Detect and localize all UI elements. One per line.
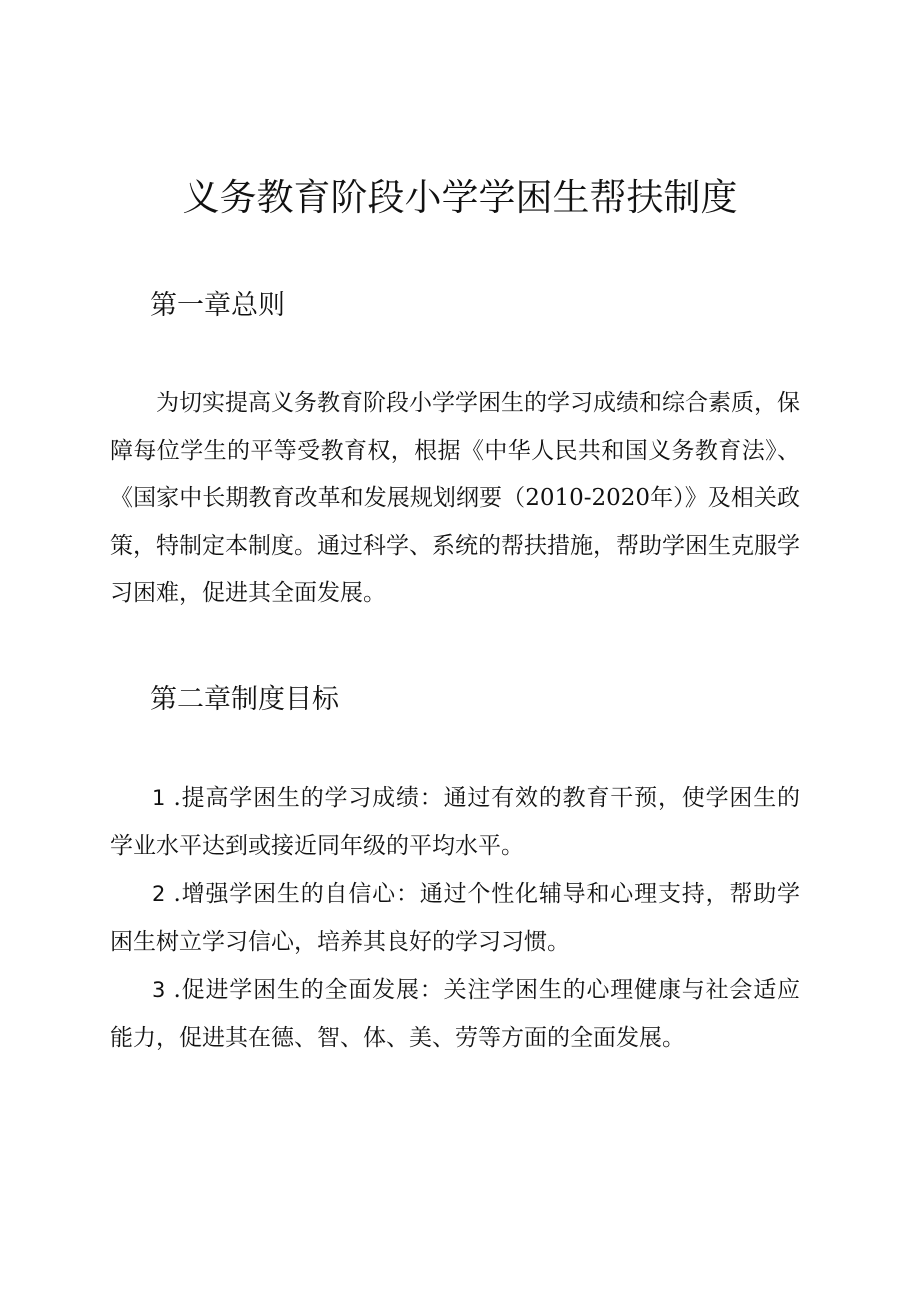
goal-item-text: .提高学困生的学习成绩：通过有效的教育干预，使学困生的学业水平达到或接近同年级的平均水平。 xyxy=(110,785,801,859)
goal-item-3 xyxy=(110,966,800,1062)
chapter-1-heading: 第一章总则 xyxy=(150,290,285,321)
goal-item-1 xyxy=(110,774,800,870)
document-title: 义务教育阶段小学学困生帮扶制度 xyxy=(182,176,738,219)
goal-item-number: 2 xyxy=(152,882,166,906)
goal-item-number: 1 xyxy=(152,786,166,810)
goal-item-2 xyxy=(110,870,800,966)
goal-item-text: .增强学困生的自信心：通过个性化辅导和心理支持，帮助学困生树立学习信心，培养其良好的学习习惯。 xyxy=(110,881,801,955)
goal-item-number: 3 xyxy=(152,978,166,1002)
goal-item-text: .促进学困生的全面发展：关注学困生的心理健康与社会适应能力，促进其在德、智、体、美、劳等方面的全面发展。 xyxy=(110,977,801,1051)
chapter-2-heading: 第二章制度目标 xyxy=(150,684,339,715)
chapter-1-paragraph: 为切实提高义务教育阶段小学学困生的学习成绩和综合素质，保障每位学生的平等受教育权，根据《中华人民共和国义务教育法》、《国家中长期教育改革和发展规划纲要（2010-2020年）》及相关政策，特制定本制度。通过科学、系统的帮扶措施，帮助学困生克服学习困难，促进其全面发展。 xyxy=(110,390,800,606)
